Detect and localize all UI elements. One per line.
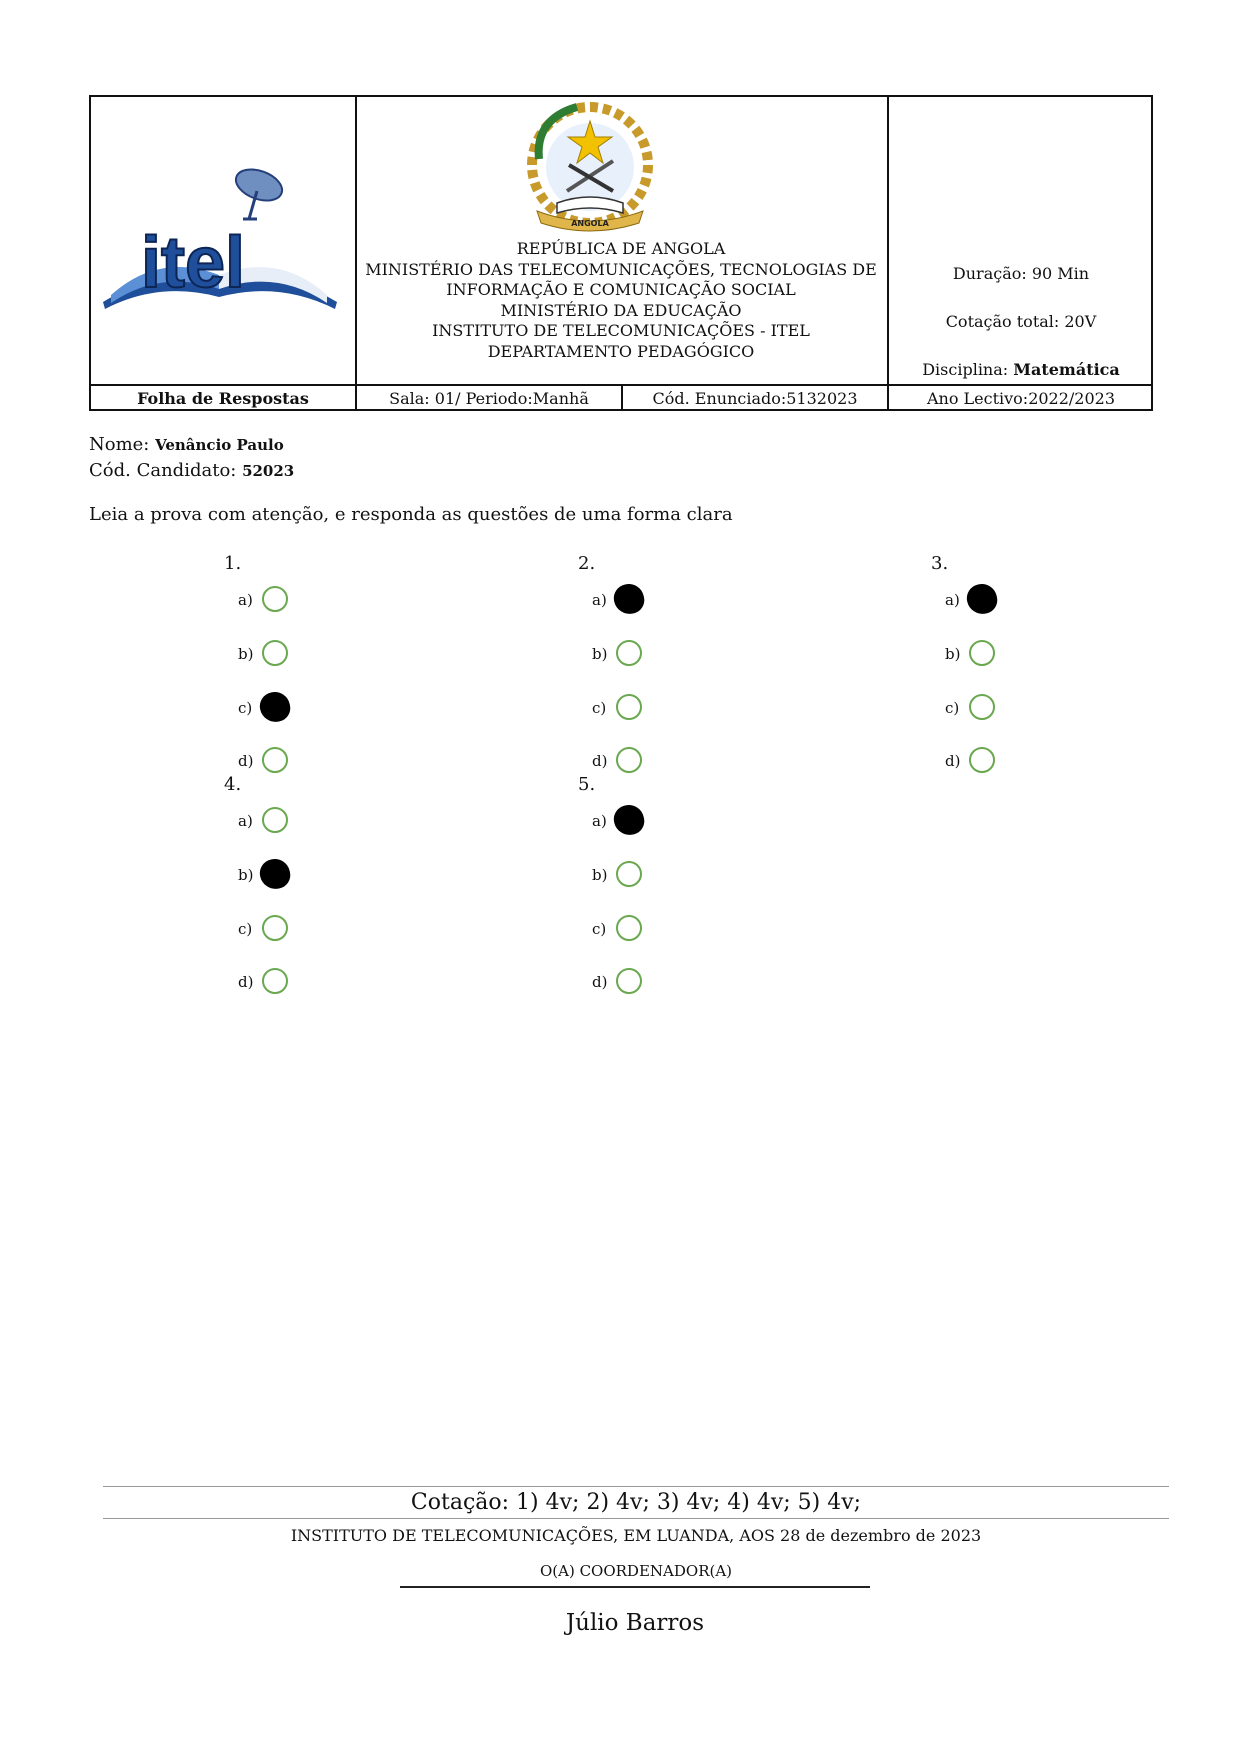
option-label: d) bbox=[238, 752, 254, 770]
answer-bubble-q4-c[interactable] bbox=[262, 915, 288, 941]
subject-label: Disciplina: bbox=[922, 360, 1014, 379]
instruction-text: Leia a prova com atenção, e responda as questões de uma forma clara bbox=[89, 504, 733, 525]
candidate-code bbox=[89, 458, 294, 484]
candidate-name bbox=[89, 432, 294, 458]
question-number: 2. bbox=[578, 553, 596, 574]
option-label: d) bbox=[238, 973, 254, 991]
heading-line: INFORMAÇÃO E COMUNICAÇÃO SOCIAL bbox=[446, 280, 796, 299]
answer-bubble-q5-d[interactable] bbox=[616, 968, 642, 994]
answer-sheet-label: Folha de Respostas bbox=[137, 389, 309, 408]
question-number: 1. bbox=[224, 553, 242, 574]
score-breakdown: Cotação: 1) 4v; 2) 4v; 3) 4v; 4) 4v; 5) 4v; bbox=[410, 1490, 862, 1515]
coordinator-label: O(A) COORDENADOR(A) bbox=[539, 1562, 733, 1580]
heading-line: INSTITUTO DE TELECOMUNICAÇÕES - ITEL bbox=[432, 321, 810, 340]
option-label: c) bbox=[592, 920, 607, 938]
question-number: 3. bbox=[931, 553, 949, 574]
total-score: Cotação total: 20V bbox=[945, 312, 1097, 331]
answer-bubble-q2-a[interactable] bbox=[611, 581, 647, 617]
heading-line: DEPARTAMENTO PEDAGÓGICO bbox=[487, 341, 755, 361]
room-period: Sala: 01/ Periodo:Manhã bbox=[389, 389, 589, 408]
answer-bubble-q2-c[interactable] bbox=[616, 694, 642, 720]
footer-divider bbox=[103, 1486, 1169, 1487]
option-label: d) bbox=[945, 752, 961, 770]
heading-line: MINISTÉRIO DA EDUCAÇÃO bbox=[500, 300, 742, 320]
itel-logo bbox=[99, 157, 345, 317]
satellite-dish-icon bbox=[232, 164, 287, 219]
question-number: 4. bbox=[224, 774, 242, 795]
name-label: Nome: bbox=[89, 434, 156, 455]
code-value: 52023 bbox=[242, 462, 295, 480]
answer-bubble-q5-b[interactable] bbox=[616, 861, 642, 887]
code-label: Cód. Candidato: bbox=[89, 460, 243, 481]
answer-bubble-q4-d[interactable] bbox=[262, 968, 288, 994]
itel-logo-text: itel bbox=[141, 223, 246, 303]
statement-code: Cód. Enunciado:5132023 bbox=[652, 389, 858, 408]
answer-bubble-q3-c[interactable] bbox=[969, 694, 995, 720]
option-label: a) bbox=[945, 591, 960, 609]
option-label: b) bbox=[238, 645, 254, 663]
school-year: Ano Lectivo:2022/2023 bbox=[926, 389, 1116, 408]
signature-line bbox=[400, 1586, 870, 1588]
answer-bubble-q1-d[interactable] bbox=[262, 747, 288, 773]
answer-bubble-q5-c[interactable] bbox=[616, 915, 642, 941]
answer-bubble-q5-a[interactable] bbox=[611, 802, 647, 838]
option-label: c) bbox=[238, 699, 253, 717]
answer-bubble-q1-a[interactable] bbox=[262, 586, 288, 612]
duration: Duração: 90 Min bbox=[952, 264, 1090, 283]
answer-bubble-q3-d[interactable] bbox=[969, 747, 995, 773]
option-label: c) bbox=[945, 699, 960, 717]
signature-name: Júlio Barros bbox=[565, 1610, 705, 1636]
option-label: d) bbox=[592, 752, 608, 770]
answer-bubble-q4-b[interactable] bbox=[257, 856, 293, 892]
government-heading bbox=[355, 239, 887, 362]
heading-line: REPÚBLICA DE ANGOLA bbox=[516, 239, 726, 258]
option-label: d) bbox=[592, 973, 608, 991]
option-label: b) bbox=[592, 645, 608, 663]
answer-bubble-q2-d[interactable] bbox=[616, 747, 642, 773]
name-value: Venâncio Paulo bbox=[155, 436, 284, 454]
option-label: b) bbox=[592, 866, 608, 884]
location-date: INSTITUTO DE TELECOMUNICAÇÕES, EM LUANDA, AOS 28 de dezembro de 2023 bbox=[290, 1526, 982, 1545]
subject bbox=[889, 360, 1153, 379]
angola-seal bbox=[517, 99, 663, 239]
option-label: c) bbox=[238, 920, 253, 938]
answer-bubble-q3-a[interactable] bbox=[964, 581, 1000, 617]
subject-value: Matemática bbox=[1013, 360, 1120, 379]
footer-divider bbox=[103, 1518, 1169, 1519]
answer-bubble-q2-b[interactable] bbox=[616, 640, 642, 666]
answer-bubble-q3-b[interactable] bbox=[969, 640, 995, 666]
answer-bubble-q1-b[interactable] bbox=[262, 640, 288, 666]
option-label: c) bbox=[592, 699, 607, 717]
option-label: b) bbox=[238, 866, 254, 884]
seal-text: ANGOLA bbox=[571, 219, 609, 228]
header-table bbox=[89, 95, 1153, 411]
option-label: b) bbox=[945, 645, 961, 663]
heading-line: MINISTÉRIO DAS TELECOMUNICAÇÕES, TECNOLOGIAS DE bbox=[365, 259, 877, 279]
answer-bubble-q4-a[interactable] bbox=[262, 807, 288, 833]
option-label: a) bbox=[238, 591, 253, 609]
option-label: a) bbox=[592, 812, 607, 830]
candidate-info bbox=[89, 432, 294, 484]
answer-bubble-q1-c[interactable] bbox=[257, 689, 293, 725]
option-label: a) bbox=[592, 591, 607, 609]
option-label: a) bbox=[238, 812, 253, 830]
question-number: 5. bbox=[578, 774, 596, 795]
